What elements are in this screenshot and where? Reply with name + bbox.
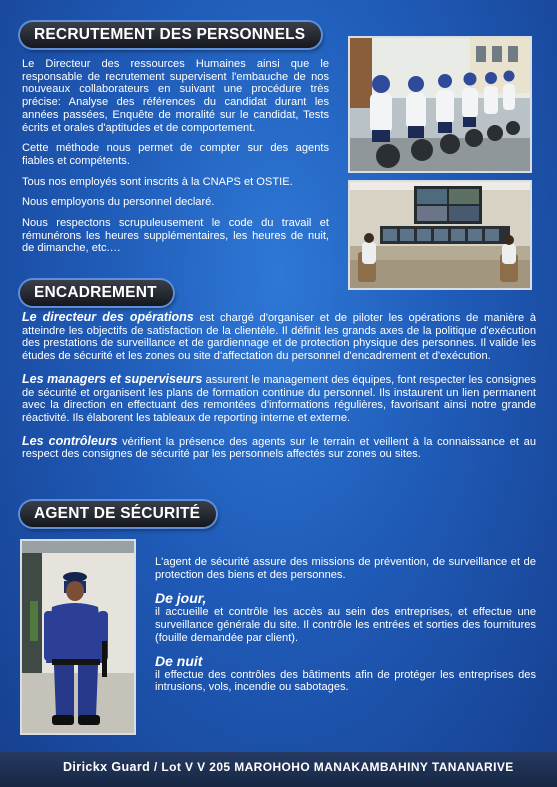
security-agent-image [22, 541, 134, 733]
directeur-text: est chargé d'organiser et de piloter les opérations de manière à atteindre les objectifs de satisfaction de la clientèle. Il définit les grands axes de la politique d'exécution des prestations de surveillance et de gardiennage et de protection physique des personnes. Il valide les études de sécurité et les zones ou site d'affectation du personnel d'encadrement et d'exécution. [22, 312, 537, 363]
footer-address-text: / Lot V V 205 MAROHOHO MANAKAMBAHINY TANANARIVE [150, 760, 514, 774]
recrutement-p3: Tous nos employés sont inscrits à la CNAPS et OSTIE. [22, 175, 293, 188]
control-room-image [350, 182, 530, 288]
footer-brand: Dirickx Guard [63, 760, 151, 774]
managers-text: assurent le management des équipes, font respecter les consignes de sécurité et organisent les plans de formation continue du personnel. Ils instaurent un lien permanent avec la direction en effectuant des remontées d'informations régulières, favorisant ainsi notre grande réactivité. Ils élaborent les tableaux de reporting interne et externe. [22, 373, 537, 424]
managers-paragraph [22, 373, 536, 425]
encadrement-title: ENCADREMENT [20, 280, 173, 306]
recrutement-p2: Cette méthode nous permet de compter sur des agents fiables et compétents. [22, 142, 329, 167]
de-jour-text: il accueille et contrôle les accès au sein des entreprises, et effectue une surveillance générale du site. Il contrôle les entrées et sorties des fournitures (fouille demandée par client). [155, 606, 536, 644]
de-jour-title: De jour, [155, 590, 207, 607]
recrutement-title: RECRUTEMENT DES PERSONNELS [20, 22, 321, 48]
directeur-paragraph [22, 311, 536, 363]
directeur-lead: Le directeur des opérations [22, 310, 194, 324]
encadrement-text [22, 311, 536, 469]
motorbike-patrol-image [350, 38, 530, 171]
recrutement-text [22, 58, 329, 263]
control-room-photo [348, 180, 532, 290]
footer-address [63, 752, 514, 782]
agent-title: AGENT DE SÉCURITÉ [20, 501, 216, 527]
recrutement-p1: Le Directeur des ressources Humaines ainsi que le responsable de recrutement supervisent l'embauche de nos nouveaux collaborateurs en suivant une procédure très précise: Analyse des références du candidat durant les années passées, Enquête de moralité sur le candidat, Tests écrits et orales d'aptitudes et de comportement. [22, 58, 329, 134]
footer-bar [0, 752, 557, 787]
motorbike-patrol-photo [348, 36, 532, 173]
recrutement-p4: Nous employons du personnel declaré. [22, 196, 215, 209]
controleurs-text: vérifient la présence des agents sur le terrain et veillent à la connaissance et au respect des consignes de sécurité par les personnels affectés sur zones ou sites. [22, 435, 536, 461]
agent-intro: L'agent de sécurité assure des missions de prévention, de surveillance et de protection des biens et des personnes. [155, 556, 536, 581]
recrutement-p5: Nous respectons scrupuleusement le code du travail et rémunérons les heures supplémentaires, les heures de nuit, de dimanche, etc.… [22, 217, 329, 255]
de-nuit-text: il effectue des contrôles des bâtiments afin de protéger les entreprises des intrusions, vols, incendie ou sabotages. [155, 668, 536, 694]
de-nuit-title: De nuit [155, 652, 203, 669]
agent-text [155, 556, 536, 702]
controleurs-lead: Les contrôleurs [22, 433, 118, 448]
security-agent-photo [20, 539, 136, 735]
managers-lead: Les managers et superviseurs [22, 371, 203, 386]
controleurs-paragraph [22, 435, 536, 461]
